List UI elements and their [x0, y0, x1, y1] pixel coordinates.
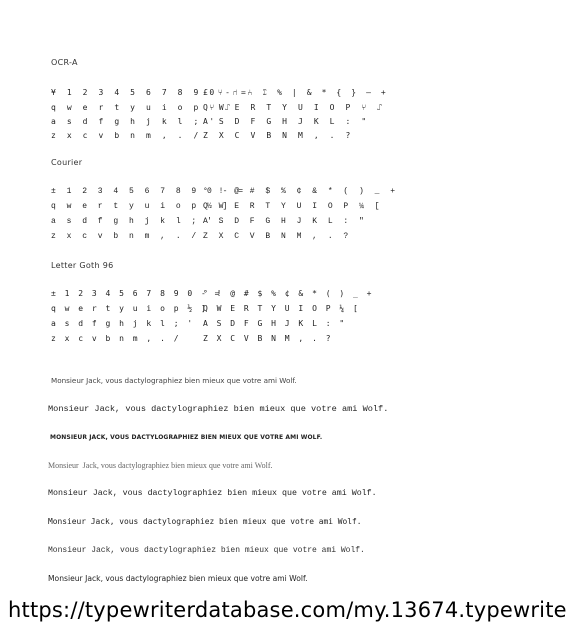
goth-right-row-2: Q W E R T Y U I O P ¼ [ [203, 304, 360, 313]
sample-line-3: MONSIEUR JACK, VOUS DACTYLOGRAPHIEZ BIEN MIEUX QUE VOTRE AMI WOLF. [50, 434, 323, 441]
courier-right-row-3: A S D F G H J K L : " [203, 217, 367, 226]
section-heading-letter-goth: Letter Goth 96 [51, 261, 114, 270]
goth-left-row-2: q w e r t y u i o p ½ ] [51, 304, 208, 313]
courier-left-row-4: z x c v b n m , . / [51, 232, 200, 241]
goth-left-row-3: a s d f g h j k l ; ' [51, 319, 195, 328]
goth-left-row-4: z x c v b n m , . / [51, 334, 181, 343]
courier-left-row-1: ± 1 2 3 4 5 6 7 8 9 0 - = [51, 187, 247, 196]
ocr-a-right-row-2: Q W E R T Y U I O P ⑂ ⑀ [203, 103, 386, 112]
sample-line-1: Monsieur Jack, vous dactylographiez bien mieux que votre ami Wolf. [51, 376, 297, 385]
courier-left-row-2: q w e r t y u i o p ½ ] [51, 202, 231, 211]
sample-line-6: Monsieur Jack, vous dactylographiez bien mieux que votre ami Wolf. [48, 517, 362, 526]
ocr-a-right-row-3: A S D F G H J K L : " [203, 117, 370, 126]
goth-right-row-1: ° ! @ # $ % ¢ & * ( ) _ + [203, 289, 374, 298]
sample-line-5: Monsieur Jack, vous dactylographiez bien mieux que votre ami Wolf. [48, 489, 377, 498]
courier-right-row-4: Z X C V B N M , . ? [203, 232, 352, 241]
sample-line-2: Monsieur Jack, vous dactylographiez bien mieux que votre ami Wolf. [48, 404, 389, 414]
goth-right-row-3: A S D F G H J K L : " [203, 319, 347, 328]
courier-left-row-3: a s d f g h j k l ; ' [51, 217, 215, 226]
ocr-a-right-row-4: Z X C V B N M , . ? [203, 131, 354, 140]
sample-line-7: Monsieur Jack, vous dactylographiez bien mieux que votre ami Wolf. [48, 546, 365, 555]
courier-right-row-2: Q W E R T Y U I O P ¼ [ [203, 202, 383, 211]
ocr-a-left-row-4: z x c v b n m , . / [51, 131, 202, 140]
goth-left-row-1: ± 1 2 3 4 5 6 7 8 9 0 - = [51, 289, 222, 298]
ocr-a-right-row-1: £ ⑂ ⑁ ⑃ ⑄ % | & * { } — + [203, 88, 389, 97]
goth-right-row-4: Z X C V B N M , . ? [203, 334, 333, 343]
ocr-a-left-row-1: ¥ 1 2 3 4 5 6 7 8 9 0 - = [51, 88, 249, 97]
ocr-a-left-row-3: a s d f g h j k l ; ' [51, 117, 218, 126]
section-heading-ocr-a: OCR-A [51, 58, 78, 67]
sample-line-8: Monsieur Jack, vous dactylographiez bien mieux que votre ami Wolf. [48, 574, 308, 583]
source-url: https://typewriterdatabase.com/my.13674.typewrite [8, 598, 567, 622]
ocr-a-left-row-2: q w e r t y u i o p ⑂ ⑀ [51, 103, 234, 112]
sample-line-4: Monsieur Jack, vous dactylographiez bien mieux que votre ami Wolf. [48, 461, 273, 470]
section-heading-courier: Courier [51, 158, 83, 167]
courier-right-row-1: ° ! @ # $ % ¢ & * ( ) _ + [203, 187, 399, 196]
